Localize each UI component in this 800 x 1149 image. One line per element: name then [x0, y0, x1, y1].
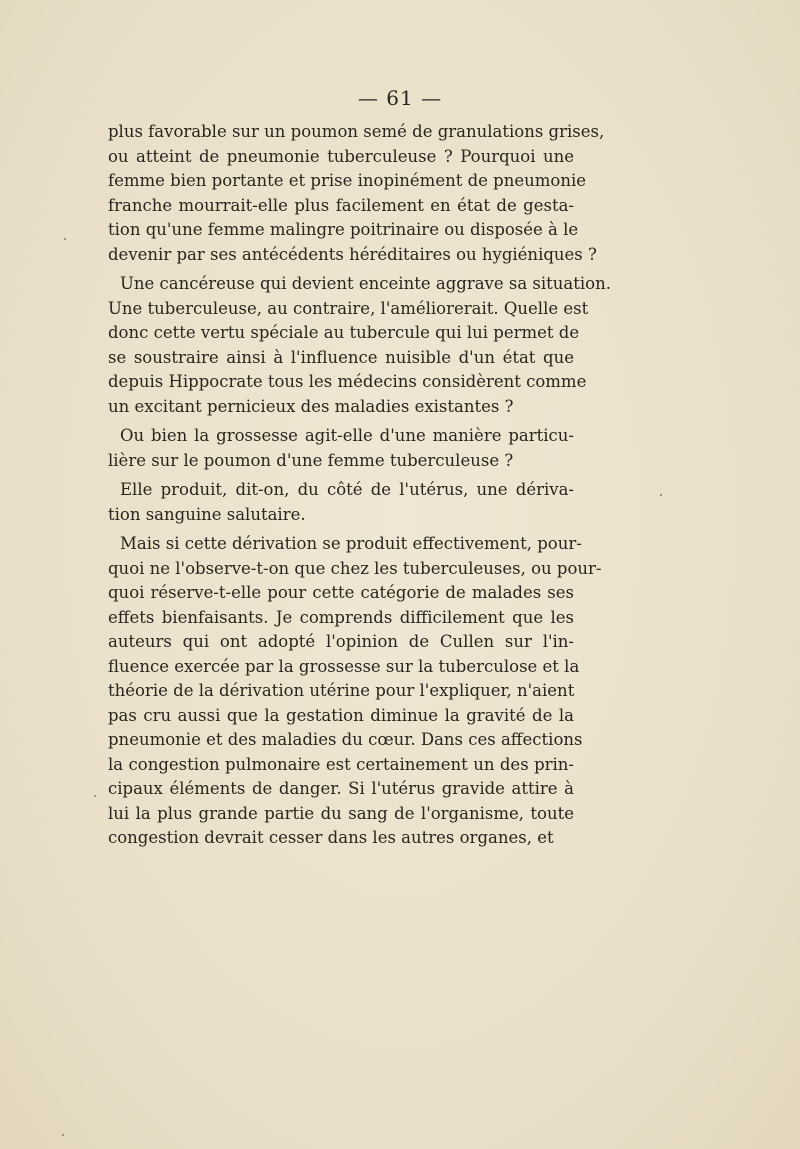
body-text	[108, 120, 611, 851]
text-line: femme bien portante et prise inopinément de pneumonie	[108, 171, 586, 190]
page-number: — 61 —	[357, 86, 443, 110]
text-line: franche mourrait-elle plus facilement en état de gesta-	[108, 195, 574, 215]
paper-speck	[660, 494, 662, 496]
text-line: théorie de la dérivation utérine pour l'expliquer, n'aient	[108, 681, 575, 700]
text-line: congestion devrait cesser dans les autres organes, et	[108, 828, 554, 847]
text-line: effets bienfaisants. Je comprends difficilement que les	[108, 607, 574, 627]
text-line: Elle produit, dit-on, du côté de l'utérus, une dériva-	[120, 480, 574, 499]
text-line: quoi ne l'observe-t-on que chez les tuberculeuses, ou pour-	[108, 558, 602, 578]
text-line: cipaux éléments de danger. Si l'utérus gravide attire à	[108, 779, 574, 798]
paper-speck	[62, 1134, 64, 1136]
paragraph	[108, 532, 602, 851]
paper-speck	[94, 795, 96, 797]
text-line: pneumonie et des maladies du cœur. Dans ces affections	[108, 730, 583, 749]
paragraph	[108, 120, 605, 267]
text-line: donc cette vertu spéciale au tubercule qui lui permet de	[108, 323, 580, 342]
text-line: plus favorable sur un poumon semé de granulations grises,	[108, 122, 605, 141]
text-line: se soustraire ainsi à l'influence nuisible d'un état que	[108, 347, 574, 367]
text-line: tion sanguine salutaire.	[108, 504, 306, 524]
text-line: depuis Hippocrate tous les médecins considèrent comme	[108, 372, 587, 391]
text-line: Ou bien la grossesse agit-elle d'une manière particu-	[120, 426, 574, 445]
paper-speck	[64, 238, 66, 240]
paragraph	[108, 424, 574, 473]
text-line: fluence exercée par la grossesse sur la tuberculose et la	[108, 656, 580, 676]
text-line: lui la plus grande partie du sang de l'organisme, toute	[108, 803, 574, 823]
text-line: Une cancéreuse qui devient enceinte aggrave sa situation.	[120, 274, 611, 293]
text-line: quoi réserve-t-elle pour cette catégorie de malades ses	[108, 583, 574, 602]
text-line: la congestion pulmonaire est certainement un des prin-	[108, 754, 574, 774]
paragraph	[108, 272, 611, 419]
text-line: un excitant pernicieux des maladies existantes ?	[108, 396, 514, 416]
text-line: devenir par ses antécédents héréditaires ou hygiéniques ?	[108, 244, 597, 264]
text-line: tion qu'une femme malingre poitrinaire ou disposée à le	[108, 220, 579, 239]
text-line: ou atteint de pneumonie tuberculeuse ? Pourquoi une	[108, 146, 574, 166]
paragraph	[108, 478, 574, 527]
text-line: Une tuberculeuse, au contraire, l'améliorerait. Quelle est	[108, 298, 589, 318]
text-line: pas cru aussi que la gestation diminue la gravité de la	[108, 705, 574, 725]
text-line: lière sur le poumon d'une femme tuberculeuse ?	[108, 450, 514, 470]
text-line: Mais si cette dérivation se produit effectivement, pour-	[120, 534, 582, 553]
text-line: auteurs qui ont adopté l'opinion de Cullen sur l'in-	[108, 632, 574, 651]
